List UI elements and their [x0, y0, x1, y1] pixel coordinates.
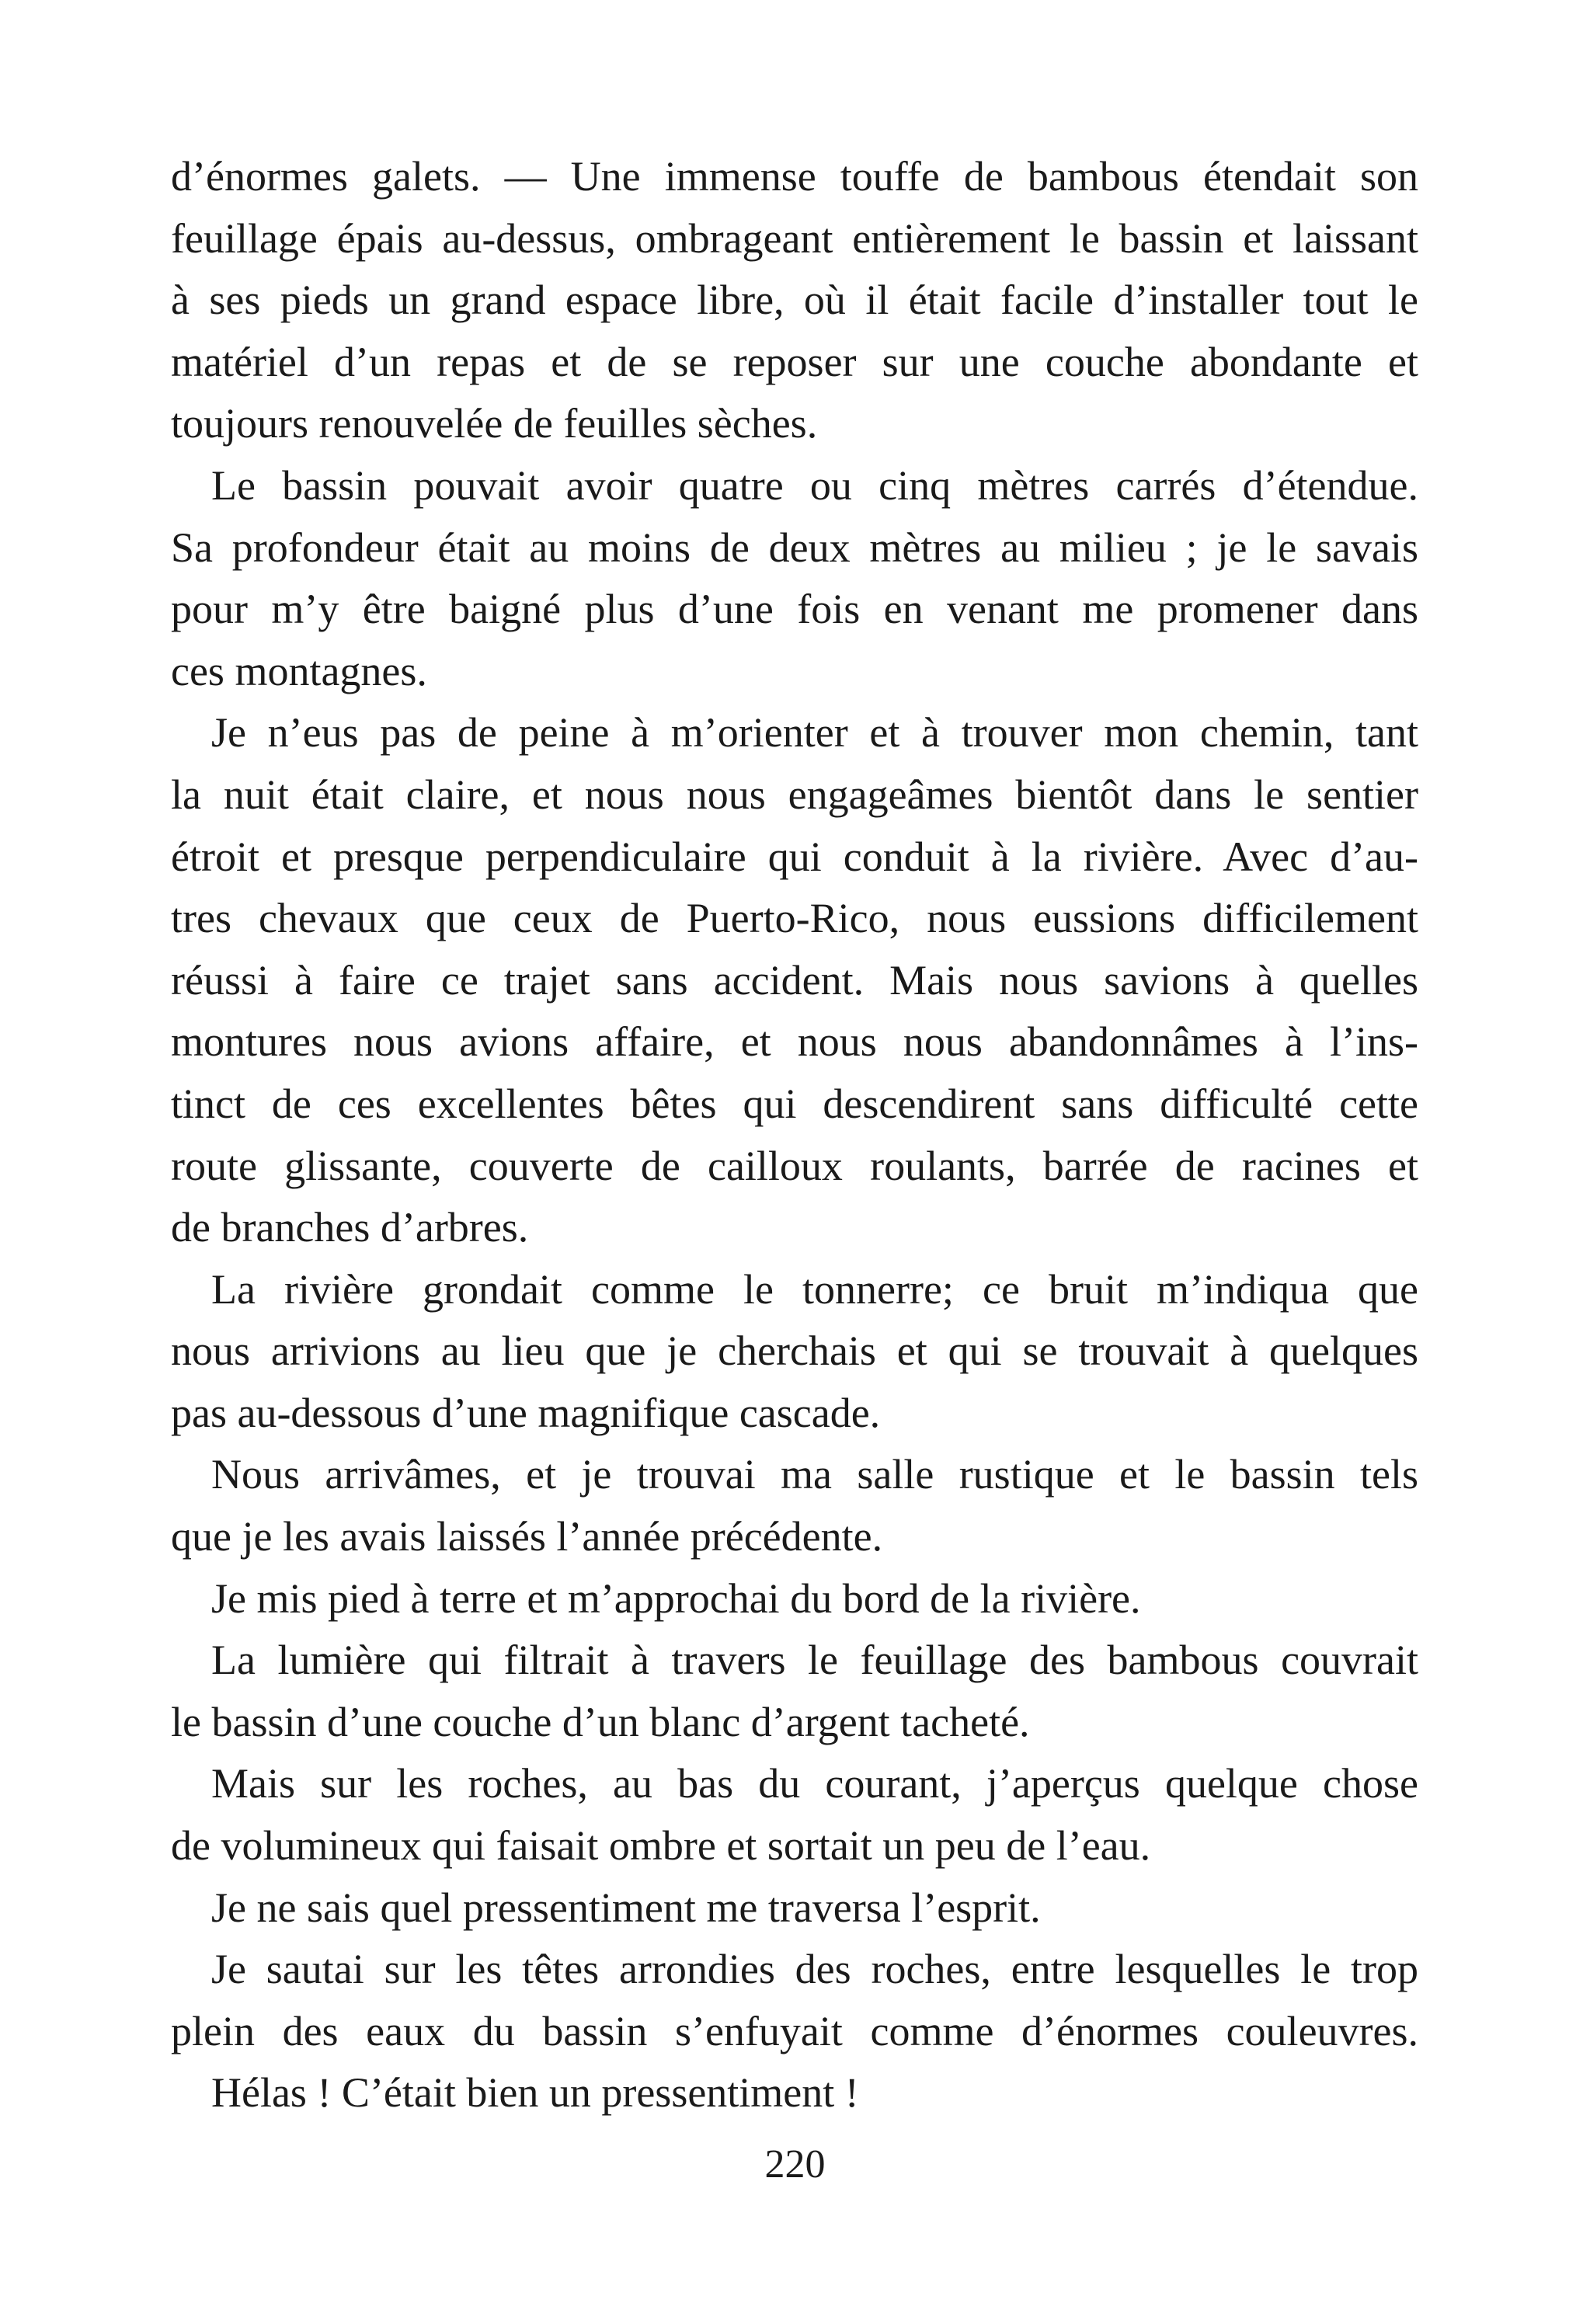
text-line: matériel d’un repas et de se reposer sur une couche abondante et	[171, 338, 1418, 385]
page-number: 220	[764, 2142, 826, 2187]
text-line: réussi à faire ce trajet sans accident. Mais nous savions à quelles	[171, 956, 1418, 1004]
text-line: pas au-dessous d’une magnifique cascade.	[171, 1389, 881, 1436]
text-line: Je sautai sur les têtes arrondies des roches, entre lesquelles le trop	[211, 1946, 1418, 1993]
text-line: Je mis pied à terre et m’approchai du bord de la rivière.	[211, 1574, 1141, 1622]
text-line: feuillage épais au-dessus, ombrageant entièrement le bassin et laissant	[171, 214, 1418, 262]
text-line: Je n’eus pas de peine à m’orienter et à trouver mon chemin, tant	[211, 709, 1418, 757]
text-line: route glissante, couverte de cailloux roulants, barrée de racines et	[171, 1142, 1418, 1189]
text-line: plein des eaux du bassin s’enfuyait comme d’énormes couleuvres.	[171, 2007, 1418, 2054]
text-line: pour m’y être baigné plus d’une fois en venant me promener dans	[171, 586, 1418, 633]
body-text	[171, 146, 1418, 2124]
text-line: Je ne sais quel pressentiment me traversa l’esprit.	[211, 1884, 1041, 1931]
text-line: Le bassin pouvait avoir quatre ou cinq mètres carrés d’étendue.	[211, 461, 1418, 509]
text-line: ces montagnes.	[171, 647, 427, 694]
text-line: Sa profondeur était au moins de deux mètres au milieu ; je le savais	[171, 524, 1418, 571]
text-line: tres chevaux que ceux de Puerto-Rico, nous eussions difficilement	[171, 895, 1418, 942]
text-line: nous arrivions au lieu que je cherchais et qui se trouvait à quelques	[171, 1327, 1418, 1375]
text-line: Hélas ! C’était bien un pressentiment !	[211, 2069, 859, 2117]
text-line: de branches d’arbres.	[171, 1204, 529, 1251]
text-line: le bassin d’une couche d’un blanc d’argent tacheté.	[171, 1698, 1030, 1745]
text-line: La lumière qui filtrait à travers le feuillage des bambous couvrait	[211, 1637, 1418, 1684]
text-line: montures nous avions affaire, et nous nous abandonnâmes à l’ins-	[171, 1018, 1418, 1066]
text-line: de volumineux qui faisait ombre et sortait un peu de l’eau.	[171, 1822, 1151, 1870]
text-line: toujours renouvelée de feuilles sèches.	[171, 400, 818, 447]
text-line: La rivière grondait comme le tonnerre; ce bruit m’indiqua que	[211, 1265, 1418, 1313]
text-line: étroit et presque perpendiculaire qui conduit à la rivière. Avec d’au-	[171, 833, 1418, 880]
text-line: la nuit était claire, et nous nous engageâmes bientôt dans le sentier	[171, 771, 1418, 818]
text-line: Nous arrivâmes, et je trouvai ma salle rustique et le bassin tels	[211, 1451, 1418, 1498]
text-line: Mais sur les roches, au bas du courant, j’aperçus quelque chose	[211, 1760, 1418, 1807]
text-line: à ses pieds un grand espace libre, où il était facile d’installer tout le	[171, 277, 1418, 324]
text-line: tinct de ces excellentes bêtes qui descendirent sans difficulté cette	[171, 1080, 1418, 1127]
text-line: que je les avais laissés l’année précédente.	[171, 1513, 883, 1560]
text-line: d’énormes galets. — Une immense touffe de bambous étendait son	[171, 153, 1418, 200]
